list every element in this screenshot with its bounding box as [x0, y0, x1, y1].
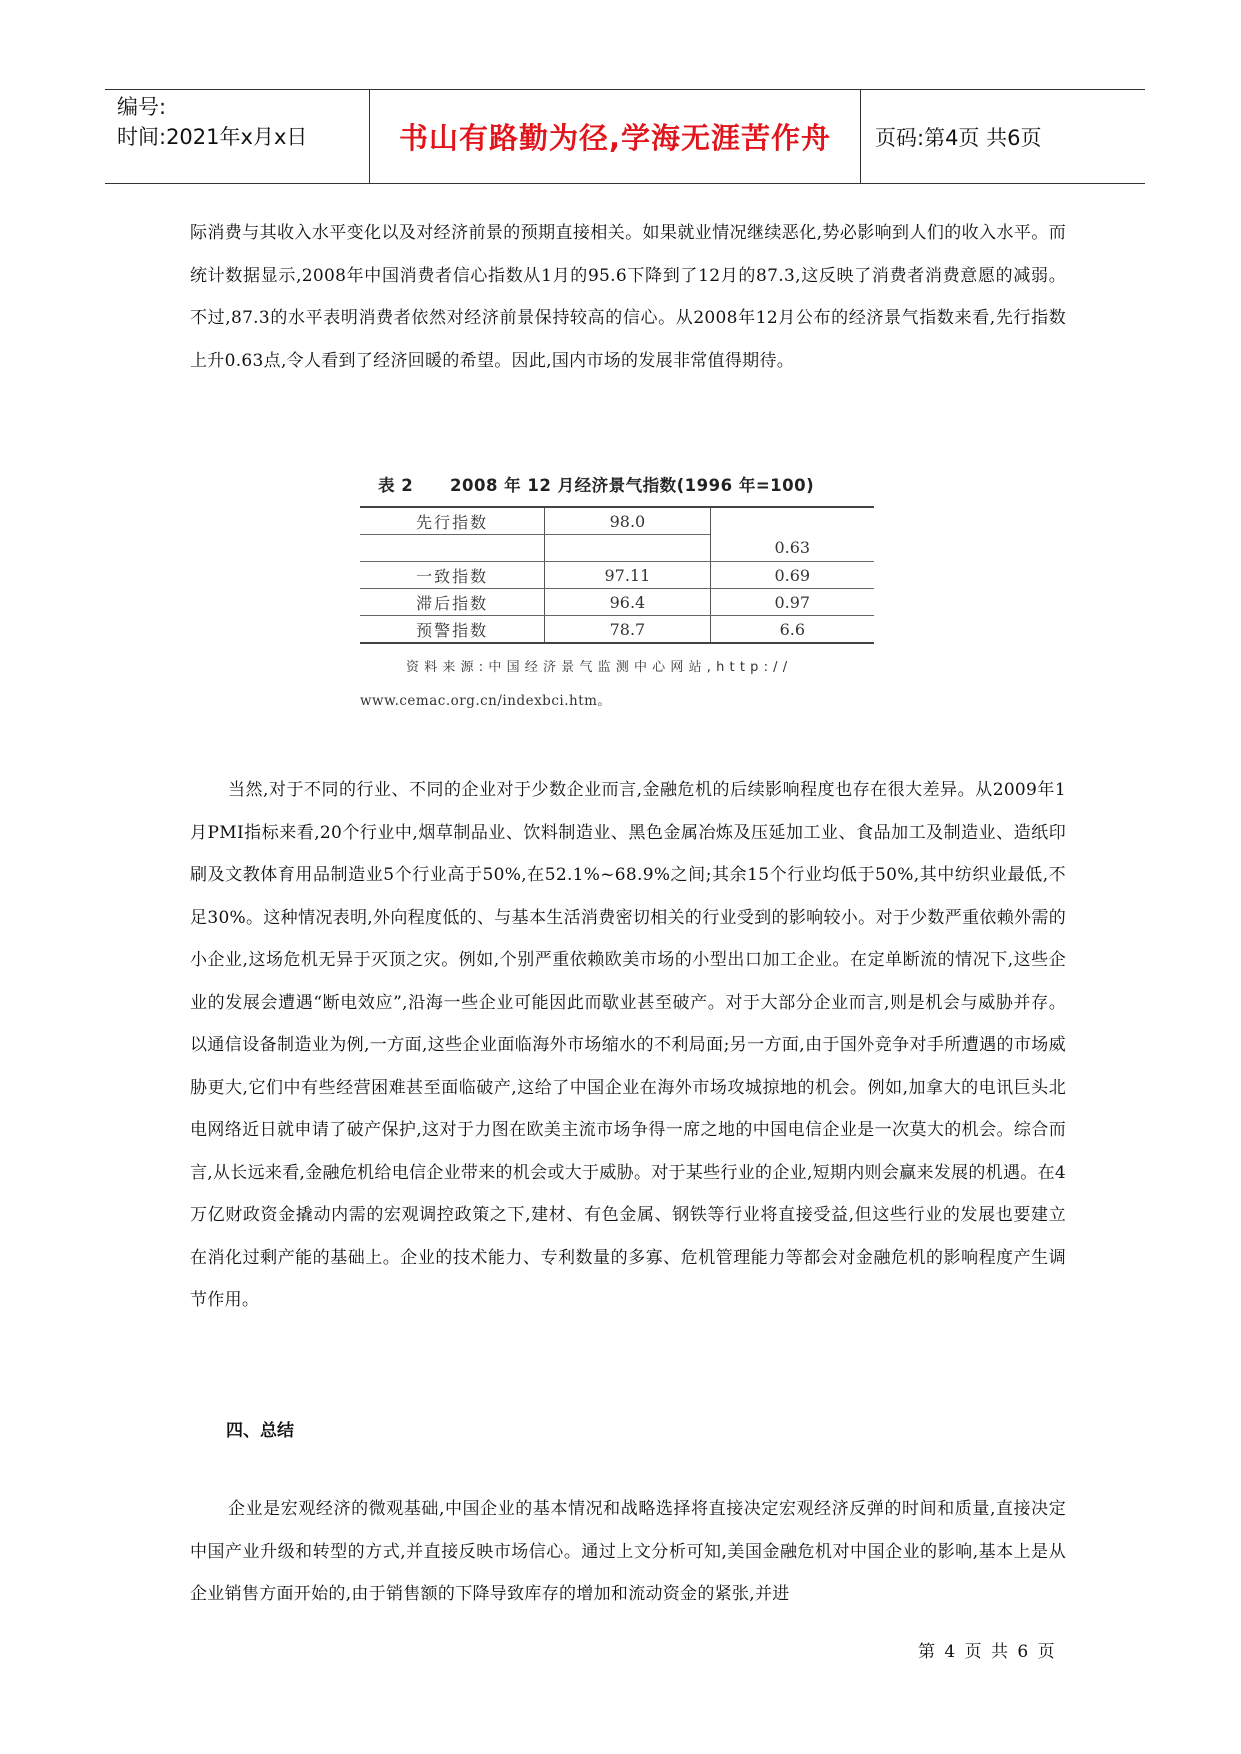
table-cell: 0.69: [710, 562, 874, 589]
table-cell: 先行指数: [360, 507, 545, 535]
economic-index-table: [360, 506, 874, 644]
table-row: [360, 589, 874, 616]
section-heading-summary: 四、总结: [226, 1421, 294, 1441]
page-header: [105, 89, 1145, 184]
table-cell: 96.4: [545, 589, 710, 616]
table-title: 2008 年 12 月经济景气指数(1996 年=100): [450, 476, 815, 495]
table-row: [360, 507, 874, 535]
table-source-line-1: 资料来源:中国经济景气监测中心网站,http://: [406, 660, 793, 675]
header-page-label: 页码:第4页 共6页: [875, 125, 1042, 150]
document-number-label: 编号:: [117, 95, 167, 119]
header-motto: 书山有路勤为径,学海无涯苦作舟: [370, 90, 861, 183]
table-row: [360, 616, 874, 644]
table-cell: 一致指数: [360, 562, 545, 589]
document-time-label: 时间:2021年x月x日: [117, 125, 308, 149]
table-cell: [545, 535, 710, 562]
table-cell: 97.11: [545, 562, 710, 589]
table-cell: [360, 535, 545, 562]
table-cell: 78.7: [545, 616, 710, 644]
table-cell: 预警指数: [360, 616, 545, 644]
body-paragraph-3: 企业是宏观经济的微观基础,中国企业的基本情况和战略选择将直接决定宏观经济反弹的时间和质量,直接决定中国产业升级和转型的方式,并直接反映市场信心。通过上文分析可知,美国金融危机对中国企业的影响,基本上是从企业销售方面开始的,由于销售额的下降导致库存的增加和流动资金的紧张,并进: [190, 1499, 1066, 1604]
table-cell: 滞后指数: [360, 589, 545, 616]
page-footer-number: 第 4 页 共 6 页: [918, 1642, 1057, 1662]
table-cell: 0.97: [710, 589, 874, 616]
table-row: [360, 535, 874, 562]
table-source-line-2: www.cemac.org.cn/indexbci.htm。: [360, 693, 612, 709]
table-caption: [378, 472, 890, 496]
table-row: [360, 562, 874, 589]
table-cell: 98.0: [545, 507, 710, 535]
table-cell: 0.63: [710, 535, 874, 562]
body-paragraph-2: 当然,对于不同的行业、不同的企业对于少数企业而言,金融危机的后续影响程度也存在很大差异。从2009年1月PMI指标来看,20个行业中,烟草制品业、饮料制造业、黑色金属冶炼及压延加工业、食品加工及制造业、造纸印刷及文教体育用品制造业5个行业高于50%,在52.1%~68.9%之间;其余15个行业均低于50%,其中纺织业最低,不足30%。这种情况表明,外向程度低的、与基本生活消费密切相关的行业受到的影响较小。对于少数严重依赖外需的小企业,这场危机无异于灭顶之灾。例如,个别严重依赖欧美市场的小型出口加工企业。在定单断流的情况下,这些企业的发展会遭遇“断电效应”,沿海一些企业可能因此而歇业甚至破产。对于大部分企业而言,则是机会与威胁并存。以通信设备制造业为例,一方面,这些企业面临海外市场缩水的不利局面;另一方面,由于国外竞争对手所遭遇的市场威胁更大,它们中有些经营困难甚至面临破产,这给了中国企业在海外市场攻城掠地的机会。例如,加拿大的电讯巨头北电网络近日就申请了破产保护,这对于力图在欧美主流市场争得一席之地的中国电信企业是一次莫大的机会。综合而言,从长远来看,金融危机给电信企业带来的机会或大于威胁。对于某些行业的企业,短期内则会赢来发展的机遇。在4万亿财政资金撬动内需的宏观调控政策之下,建材、有色金属、钢铁等行业将直接受益,但这些行业的发展也要建立在消化过剩产能的基础上。企业的技术能力、专利数量的多寡、危机管理能力等都会对金融危机的影响程度产生调节作用。: [190, 780, 1066, 1310]
table-number: 表 2: [378, 476, 414, 495]
table-cell: 6.6: [710, 616, 874, 644]
economic-index-table-figure: [360, 472, 890, 709]
body-paragraph-1: 际消费与其收入水平变化以及对经济前景的预期直接相关。如果就业情况继续恶化,势必影响到人们的收入水平。而统计数据显示,2008年中国消费者信心指数从1月的95.6下降到了12月的87.3,这反映了消费者消费意愿的减弱。不过,87.3的水平表明消费者依然对经济前景保持较高的信心。从2008年12月公布的经济景气指数来看,先行指数上升0.63点,令人看到了经济回暖的希望。因此,国内市场的发展非常值得期待。: [190, 223, 1066, 371]
table-cell: [710, 507, 874, 535]
header-meta: [105, 90, 370, 183]
